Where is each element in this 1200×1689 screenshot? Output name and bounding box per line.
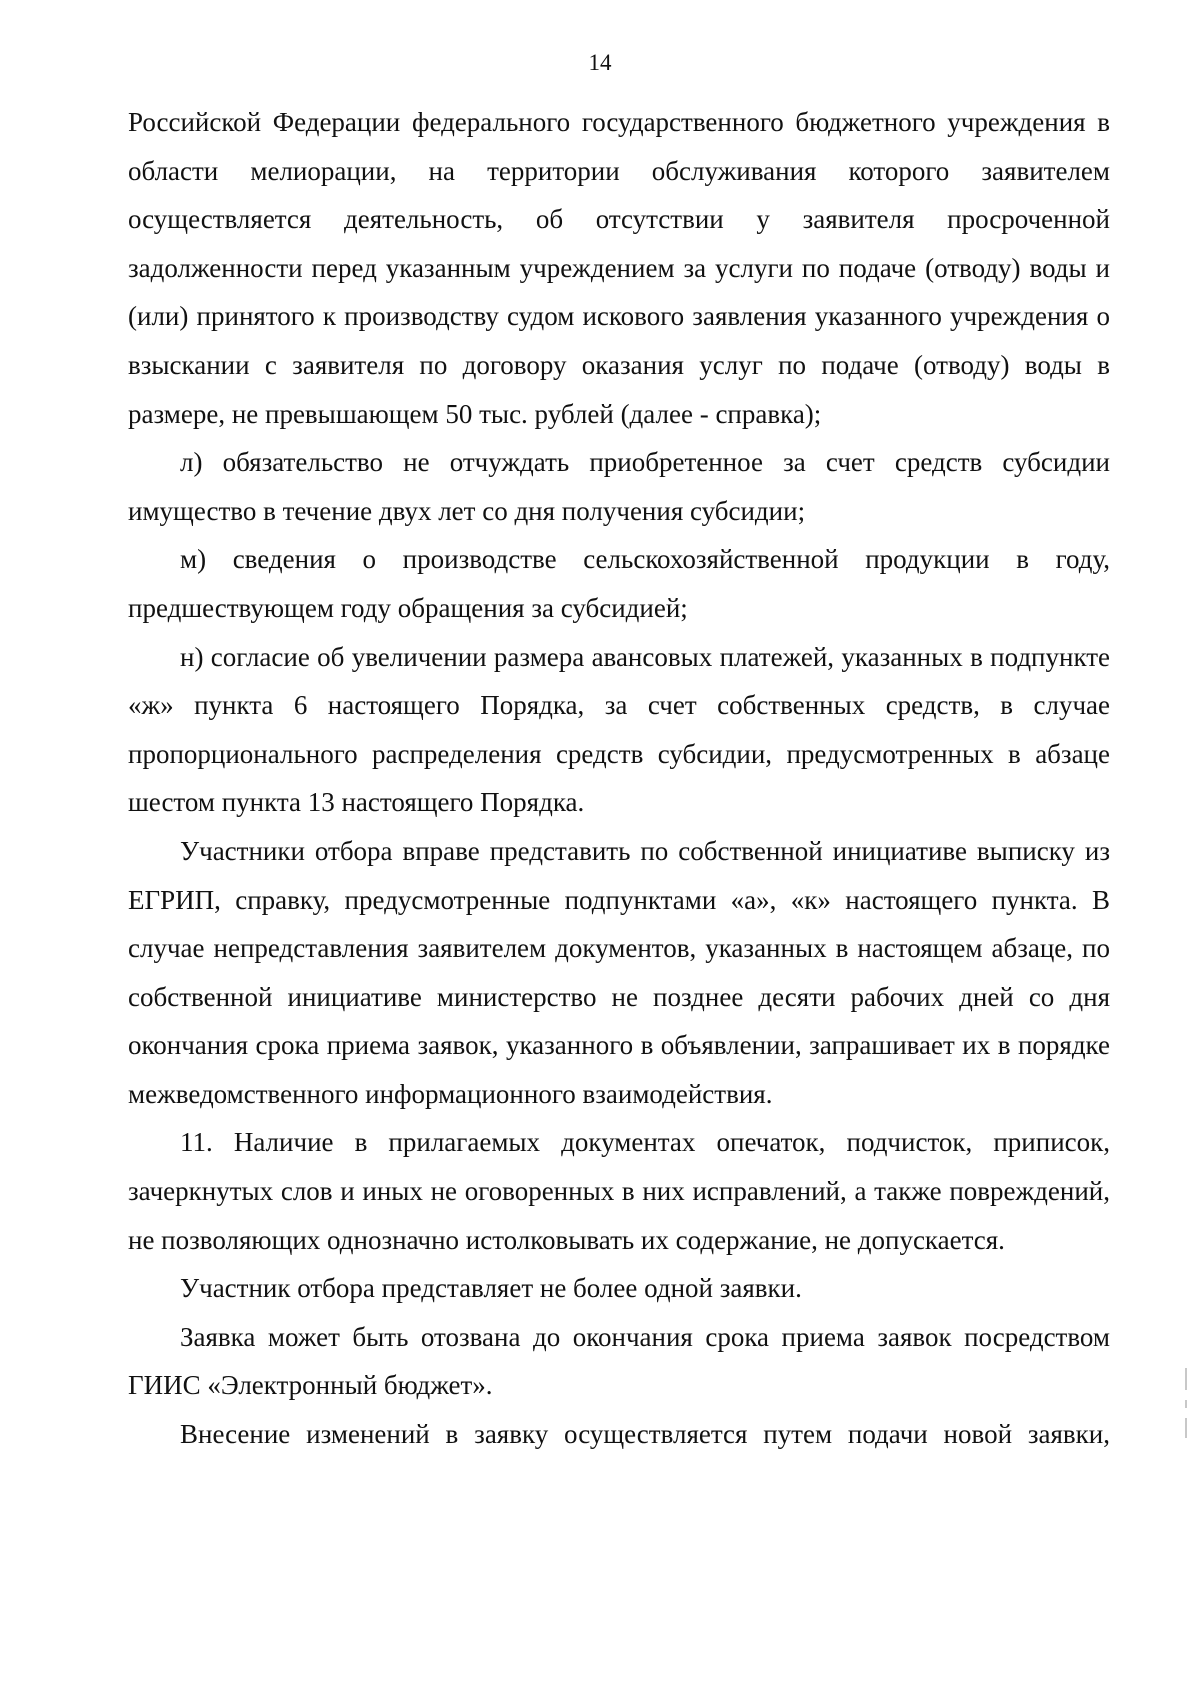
scan-margin-mark: [1185, 1418, 1187, 1438]
paragraph-item-l: л) обязательство не отчуждать приобретенное за счет средств субсидии имущество в течение двух лет со дня получения субсидии;: [128, 447, 1110, 526]
paragraph-item-11: 11. Наличие в прилагаемых документах опечаток, подчисток, приписок, зачеркнутых слов и иных не оговоренных в них исправлений, а также повреждений, не позволяющих однозначно истолковывать их содержание, не допускается.: [128, 1127, 1110, 1255]
page-number: 14: [588, 50, 612, 75]
paragraph-application-changes: Внесение изменений в заявку осуществляется путем подачи новой заявки,: [180, 1419, 1110, 1450]
paragraph-application-withdrawal: Заявка может быть отозвана до окончания срока приема заявок посредством ГИИС «Электронный бюджет».: [128, 1321, 1110, 1401]
paragraph-continuation-certificate: Российской Федерации федерального государственного бюджетного учреждения в области мелиорации, на территории обслуживания которого заявителем осуществляется деятельность, об отсутствии у заявителя просроченной задолженности перед указанным учреждением за услуги по подаче (отводу) воды и (или) принятого к производству судом искового заявления указанного учреждения о взыскании с заявителя по договору оказания услуг по подаче (отводу) воды в размере, не превышающем 50 тыс. рублей (далее - справка);: [128, 107, 1110, 429]
paragraph-single-application: Участник отбора представляет не более одной заявки.: [180, 1273, 802, 1304]
paragraph-item-n: н) согласие об увеличении размера авансовых платежей, указанных в подпункте «ж» пункта 6 настоящего Порядка, за счет собственных средств, в случае пропорционального распределения средств субсидии, предусмотренных в абзаце шестом пункта 13 настоящего Порядка.: [128, 641, 1110, 818]
document-body: [128, 98, 1110, 1459]
paragraph-participants-right: Участники отбора вправе представить по собственной инициативе выписку из ЕГРИП, справку, предусмотренные подпунктами «а», «к» настоящего пункта. В случае непредставления заявителем документов, указанных в настоящем абзаце, по собственной инициативе министерство не позднее десяти рабочих дней со дня окончания срока приема заявок, указанного в объявлении, запрашивает их в порядке межведомственного информационного взаимодействия.: [128, 835, 1110, 1109]
scan-margin-mark: [1185, 1368, 1187, 1390]
paragraph-item-m: м) сведения о производстве сельскохозяйственной продукции в году, предшествующем году обращения за субсидией;: [128, 544, 1110, 623]
scan-margin-mark: [1185, 1400, 1187, 1408]
